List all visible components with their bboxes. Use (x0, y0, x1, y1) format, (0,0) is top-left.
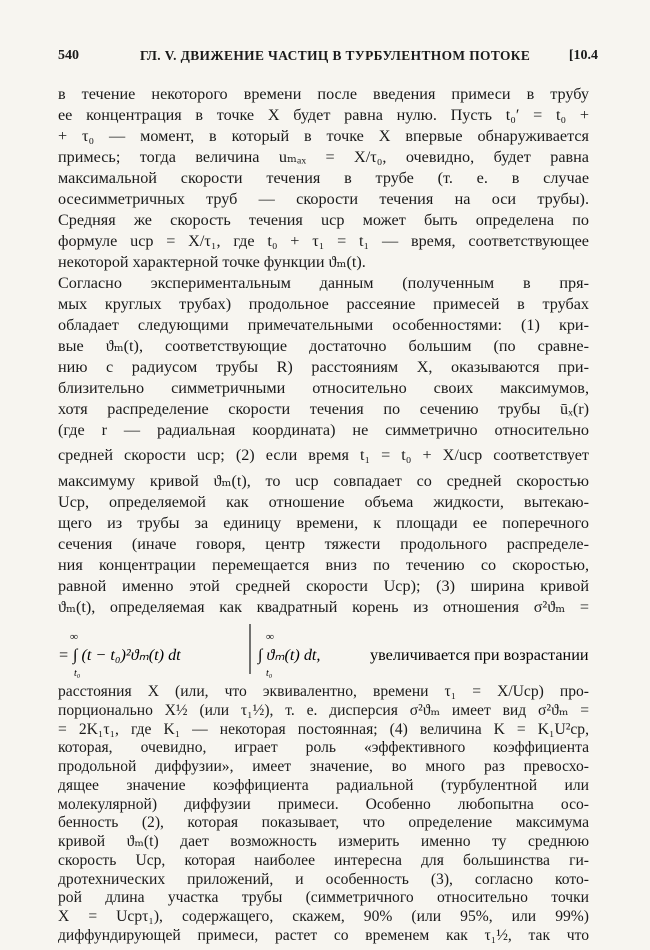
text-line: щего из трубы за единицу времени, к площади ее поперечного (58, 514, 589, 532)
text-line: дротехнических приложений, и особенность (3), согласно кото- (58, 871, 589, 888)
formula-rhs: ∫ ϑₘ(t) dt, (258, 646, 321, 664)
lower-limit-2: t₀ (266, 668, 273, 679)
text-line: формуле uср = X/τ₁, где t₀ + τ₁ = t₁ — время, соответствующее (58, 232, 589, 250)
text-line: (где r — радиальная координата) не симметрично относительно (58, 421, 589, 439)
text-line: в течение некоторого времени после введения примеси в трубу (58, 85, 589, 103)
text-line: X = Uсрτ₁), содержащего, скажем, 90% (или 95%, или 99%) (58, 908, 589, 925)
text-line: которая, очевидно, играет роль «эффективного коэффициента (58, 739, 589, 756)
text-line: ϑₘ(t), определяемая как квадратный корень из отношения σ²ϑₘ = (58, 598, 589, 616)
text-line: хотя распределение скорости течения по сечению трубы ūₓ(r) (58, 400, 589, 418)
text-line: близительно симметричными относительно своих максимумов, (58, 379, 589, 397)
text-line: + τ₀ — момент, в который в точке X впервые обнаруживается (58, 127, 589, 145)
text-line: обладает следующими примечательными особенностями: (1) кри- (58, 316, 589, 334)
text-line: Средняя же скорость течения uср может быть определена по (58, 211, 589, 229)
formula-svg (58, 618, 589, 680)
text-line: продольной диффузии», имеет значение, во много раз превосхо- (58, 758, 589, 775)
text-line: некоторой характерной точке функции ϑₘ(t). (58, 253, 366, 271)
text-line: мых круглых трубах) продольное рассеяние примесей в трубах (58, 295, 589, 313)
text-line: максимальной скорости течения в трубе (т. е. в случае (58, 169, 589, 187)
text-line: кривой ϑₘ(t) дает возможность измерить именно ту среднюю (58, 833, 589, 850)
text-line: ее концентрация в точке X будет равна нулю. Пусть t₀′ = t₀ + (58, 106, 589, 124)
upper-limit-1: ∞ (70, 631, 78, 643)
text-line: сечения (иначе говоря, центр тяжести продольного распределе- (58, 535, 589, 553)
lower-limit-1: t₀ (74, 668, 81, 679)
text-line: ния концентрации перемещается вниз по течению со скоростью, (58, 556, 589, 574)
running-header (58, 48, 598, 72)
formula-lhs: = ∫ (t − t₀)²ϑₘ(t) dt (58, 646, 181, 664)
text-line: бенность (2), которая показывает, что определение максимума (58, 814, 589, 831)
formula-trailing-text: увеличивается при возрастании (370, 646, 589, 664)
text-line: равной именно этой средней скорости Uср); (3) ширина кривой (58, 577, 589, 595)
text-line: молекулярной) диффузии примеси. Особенно любопытна осо- (58, 796, 589, 813)
text-line: Согласно экспериментальным данным (полученным в пря- (58, 274, 589, 292)
text-line: дящее значение коэффициента радиальной (турбулентной или (58, 777, 589, 794)
text-line: осесимметричных труб — скорости течения на оси трубы). (58, 190, 589, 208)
running-title: ГЛ. V. ДВИЖЕНИЕ ЧАСТИЦ В ТУРБУЛЕНТНОМ ПОТОКЕ (140, 48, 531, 63)
dispersion-formula (58, 618, 589, 680)
text-line: максимуму кривой ϑₘ(t), то uср совпадает со средней скоростью (58, 472, 589, 490)
text-line: расстояния X (или, что эквивалентно, времени τ₁ = X/Uср) про- (58, 683, 589, 700)
text-line: рой длина участка трубы (симметричного относительно точки (58, 889, 589, 906)
text-line: = 2K₁τ₁, где K₁ — некоторая постоянная; (4) величина K = K₁U²ср, (58, 721, 589, 738)
text-line: порционально X½ (или τ₁½), т. е. дисперсия σ²ϑₘ имеет вид σ²ϑₘ = (58, 702, 589, 719)
section-number: [10.4 (568, 48, 598, 63)
text-line: вые ϑₘ(t), соответствующие достаточно большим (по сравне- (58, 337, 589, 355)
text-line: диффундирующей примеси, растет со временем как τ₁½, так что (58, 927, 589, 944)
text-line: средней скорости uср; (2) если время t₁ = t₀ + X/uср соответствует (58, 446, 589, 464)
page-number: 540 (58, 48, 79, 63)
text-line: примесь; тогда величина uₘₐₓ = X/τ₀, очевидно, будет равна (58, 148, 589, 166)
upper-limit-2: ∞ (266, 631, 274, 643)
text-line: Uср, определяемой как отношение объема жидкости, вытекаю- (58, 493, 589, 511)
text-line: нию с радиусом трубы R) расстояниям X, оказываются при- (58, 358, 589, 376)
text-line: скорость Uср, которая наиболее интересна для большинства ги- (58, 852, 589, 869)
